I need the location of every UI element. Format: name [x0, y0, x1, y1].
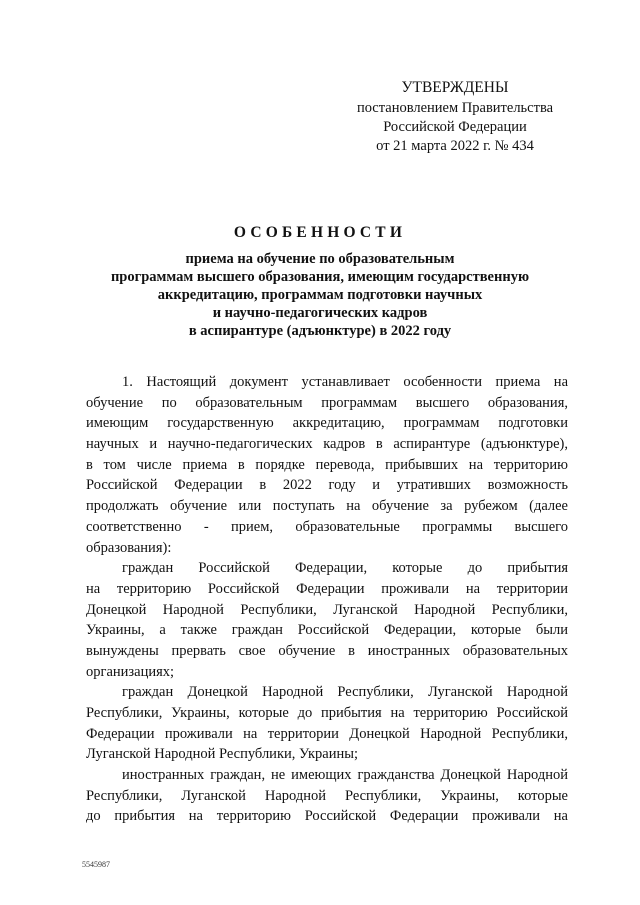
paragraph-4-line: иностранных граждан, не имеющих гражданства Донецкой Народной: [122, 767, 568, 784]
paragraph-1-line: продолжать обучение или поступать на обучение за рубежом (далее: [86, 498, 568, 515]
paragraph-3-line: Республики, Украины, которые до прибытия на территорию Российской: [86, 705, 568, 721]
paragraph-2-line: на территорию Российской Федерации проживали на территории: [86, 580, 568, 597]
subtitle-line: и научно-педагогических кадров: [212, 305, 428, 321]
paragraph-1-line: соответственно - прием, образовательные программы высшего: [86, 518, 568, 535]
approval-stamp: [340, 78, 570, 156]
document-subtitle: [80, 250, 560, 340]
approval-line-3: от 21 марта 2022 г. № 434: [376, 138, 534, 154]
subtitle-line: приема на обучение по образовательным: [185, 251, 455, 267]
paragraph-3-line: граждан Донецкой Народной Республики, Луганской Народной: [122, 684, 568, 701]
paragraph-1-line: в том числе приема в порядке перевода, прибывших на территорию: [86, 456, 568, 473]
document-title: ОСОБЕННОСТИ: [233, 224, 407, 241]
paragraph-4-line: Республики, Луганской Народной Республики, Украины, которые: [86, 787, 568, 804]
approval-line-2: Российской Федерации: [383, 119, 527, 135]
paragraph-1-line: Российской Федерации в 2022 году и утративших возможность: [86, 477, 568, 494]
subtitle-line: в аспирантуре (адъюнктуре) в 2022 году: [188, 323, 452, 339]
document-number: 5545987: [82, 860, 110, 869]
paragraph-3-line: Луганской Народной Республики, Украины;: [86, 746, 359, 763]
paragraph-1-line: 1. Настоящий документ устанавливает особенности приема на: [122, 374, 568, 390]
paragraph-2-line: организациях;: [86, 663, 175, 680]
paragraph-1-line: обучение по образовательным программам высшего образования,: [86, 394, 568, 411]
paragraph-3-line: Федерации проживали на территории Донецкой Народной Республики,: [86, 725, 568, 742]
paragraph-2-line: Украины, а также граждан Российской Федерации, которые были: [86, 622, 568, 639]
document-body: [86, 372, 568, 827]
approval-heading: УТВЕРЖДЕНЫ: [401, 79, 509, 96]
paragraph-2-line: граждан Российской Федерации, которые до прибытия: [122, 560, 568, 577]
approval-line-1: постановлением Правительства: [356, 100, 554, 116]
subtitle-line: программам высшего образования, имеющим государственную: [110, 269, 530, 285]
paragraph-2-line: вынуждены прервать свое обучение в иностранных образовательных: [86, 642, 568, 659]
subtitle-line: аккредитацию, программам подготовки научных: [157, 287, 483, 303]
paragraph-2-line: Донецкой Народной Республики, Луганской Народной Республики,: [86, 601, 568, 618]
paragraph-1-line: имеющим государственную аккредитацию, программам подготовки: [86, 415, 568, 432]
paragraph-1-line: научных и научно-педагогических кадров в аспирантуре (адъюнктуре),: [86, 436, 568, 453]
paragraph-4-line: до прибытия на территорию Российской Федерации проживали на: [86, 808, 568, 825]
paragraph-1-line: образования):: [86, 539, 172, 556]
